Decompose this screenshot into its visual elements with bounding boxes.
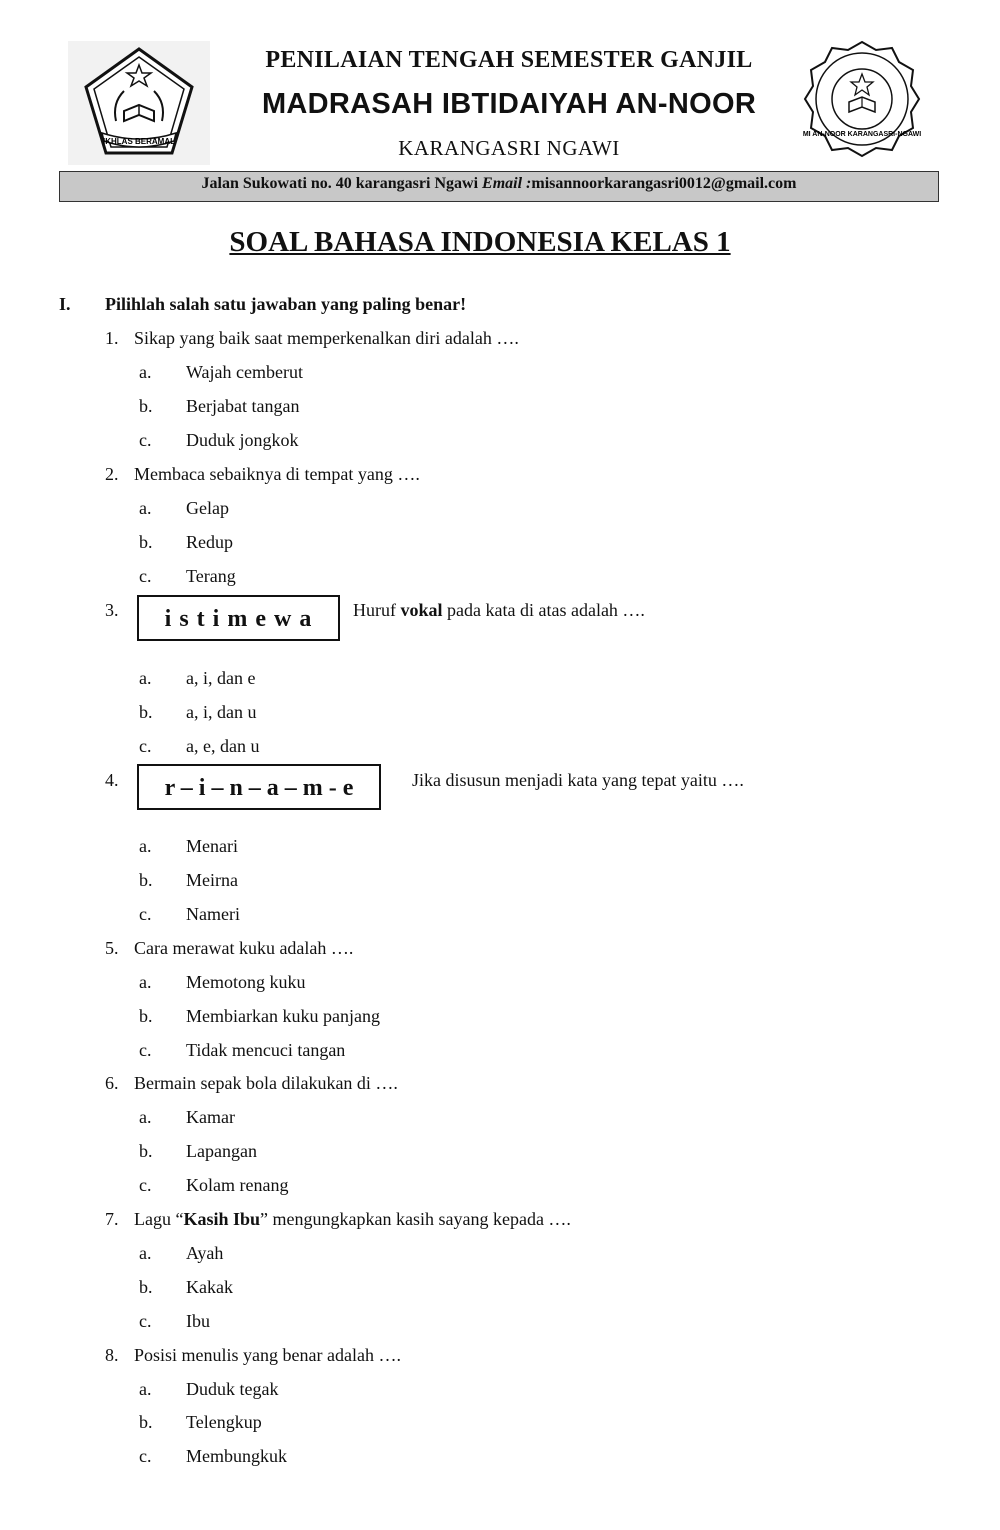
question-2 bbox=[105, 464, 420, 485]
option-text[interactable]: Redup bbox=[186, 532, 233, 552]
option-text[interactable]: Meirna bbox=[186, 870, 238, 890]
option-text[interactable]: Membiarkan kuku panjang bbox=[186, 1006, 380, 1026]
option-text[interactable]: Telengkup bbox=[186, 1412, 262, 1432]
option-text[interactable]: Menari bbox=[186, 836, 238, 856]
question-4-number bbox=[105, 770, 134, 791]
option-text[interactable]: Ayah bbox=[186, 1243, 224, 1263]
question-number: 8. bbox=[105, 1345, 119, 1365]
option-text[interactable]: Memotong kuku bbox=[186, 972, 306, 992]
question-number: 6. bbox=[105, 1073, 119, 1093]
option-text[interactable]: a, e, dan u bbox=[186, 736, 260, 756]
option-letter: b. bbox=[139, 532, 153, 552]
question-text: Bermain sepak bola dilakukan di …. bbox=[134, 1073, 398, 1093]
option-text[interactable]: Gelap bbox=[186, 498, 229, 518]
option-letter: c. bbox=[139, 430, 152, 450]
page-title: SOAL BAHASA INDONESIA KELAS 1 bbox=[229, 226, 731, 258]
school-seal-right bbox=[803, 40, 921, 158]
option-letter: b. bbox=[139, 1006, 153, 1026]
option-text[interactable]: Ibu bbox=[186, 1311, 210, 1331]
bold-keyword: vokal bbox=[400, 600, 443, 620]
option-text[interactable]: Wajah cemberut bbox=[186, 362, 303, 382]
option-letter: c. bbox=[139, 1446, 152, 1466]
school-logo-left bbox=[68, 41, 210, 165]
option-text[interactable]: Duduk jongkok bbox=[186, 430, 299, 450]
option-text[interactable]: Duduk tegak bbox=[186, 1379, 279, 1399]
option-text[interactable]: Kakak bbox=[186, 1277, 233, 1297]
option-letter: a. bbox=[139, 972, 152, 992]
option-letter: a. bbox=[139, 362, 152, 382]
question-number: 7. bbox=[105, 1209, 119, 1229]
question-text: Posisi menulis yang benar adalah …. bbox=[134, 1345, 401, 1365]
option-letter: c. bbox=[139, 1311, 152, 1331]
school-name: MADRASAH IBTIDAIYAH AN-NOOR bbox=[261, 88, 757, 120]
option-letter: b. bbox=[139, 396, 153, 416]
question-number: 5. bbox=[105, 938, 119, 958]
question-5 bbox=[105, 938, 353, 959]
option-text[interactable]: Nameri bbox=[186, 904, 240, 924]
option-text[interactable]: Membungkuk bbox=[186, 1446, 287, 1466]
left-logo-text: IKHLAS BERAMAL bbox=[103, 137, 175, 146]
option-letter: c. bbox=[139, 566, 152, 586]
word-box-istimewa: i s t i m e w a bbox=[137, 595, 340, 641]
question-text: Sikap yang baik saat memperkenalkan diri adalah …. bbox=[134, 328, 519, 348]
option-letter: a. bbox=[139, 1243, 152, 1263]
email-address[interactable]: misannoorkarangasri0012@gmail.com bbox=[531, 175, 797, 192]
address-text: Jalan Sukowati no. 40 karangasri Ngawi bbox=[201, 175, 483, 192]
option-text[interactable]: Terang bbox=[186, 566, 236, 586]
question-6 bbox=[105, 1073, 398, 1094]
question-text: Jika disusun menjadi kata yang tepat yaitu …. bbox=[412, 770, 744, 790]
option-letter: a. bbox=[139, 1379, 152, 1399]
question-number: 2. bbox=[105, 464, 119, 484]
question-7: 7. Lagu “Kasih Ibu” mengungkapkan kasih sayang kepada …. bbox=[105, 1209, 571, 1229]
email-label: Email : bbox=[482, 175, 532, 192]
section-instruction: Pilihlah salah satu jawaban yang paling benar! bbox=[105, 294, 467, 314]
header-line-1: PENILAIAN TENGAH SEMESTER GANJIL bbox=[265, 47, 753, 73]
question-number: 3. bbox=[105, 600, 119, 620]
question-text: Huruf vokal pada kata di atas adalah …. bbox=[353, 600, 645, 620]
option-letter: c. bbox=[139, 736, 152, 756]
school-location: KARANGASRI NGAWI bbox=[398, 136, 620, 160]
option-text[interactable]: Kamar bbox=[186, 1107, 235, 1127]
right-seal-text: MI AN-NOOR KARANGASRI-NGAWI bbox=[803, 131, 921, 138]
section-number: I. bbox=[59, 294, 71, 314]
option-letter: c. bbox=[139, 1175, 152, 1195]
address-bar bbox=[59, 171, 939, 202]
question-8 bbox=[105, 1345, 401, 1366]
option-text[interactable]: a, i, dan u bbox=[186, 702, 257, 722]
option-letter: a. bbox=[139, 836, 152, 856]
option-text[interactable]: Kolam renang bbox=[186, 1175, 289, 1195]
option-letter: b. bbox=[139, 1277, 153, 1297]
word-box-scrambled: r – i – n – a – m - e bbox=[137, 764, 381, 810]
option-letter: b. bbox=[139, 1412, 153, 1432]
question-3-number bbox=[105, 600, 134, 621]
option-letter: a. bbox=[139, 498, 152, 518]
option-letter: a. bbox=[139, 1107, 152, 1127]
bold-song-title: Kasih Ibu bbox=[183, 1209, 261, 1229]
option-text[interactable]: Tidak mencuci tangan bbox=[186, 1040, 346, 1060]
question-1 bbox=[105, 328, 519, 349]
option-letter: c. bbox=[139, 1040, 152, 1060]
option-text[interactable]: Lapangan bbox=[186, 1141, 257, 1161]
option-letter: b. bbox=[139, 702, 153, 722]
option-text[interactable]: Berjabat tangan bbox=[186, 396, 300, 416]
option-letter: b. bbox=[139, 870, 153, 890]
question-number: 4. bbox=[105, 770, 119, 790]
option-letter: b. bbox=[139, 1141, 153, 1161]
option-letter: c. bbox=[139, 904, 152, 924]
option-text[interactable]: a, i, dan e bbox=[186, 668, 256, 688]
option-letter: a. bbox=[139, 668, 152, 688]
question-number: 1. bbox=[105, 328, 119, 348]
question-text: Cara merawat kuku adalah …. bbox=[134, 938, 354, 958]
question-text: Membaca sebaiknya di tempat yang …. bbox=[134, 464, 420, 484]
